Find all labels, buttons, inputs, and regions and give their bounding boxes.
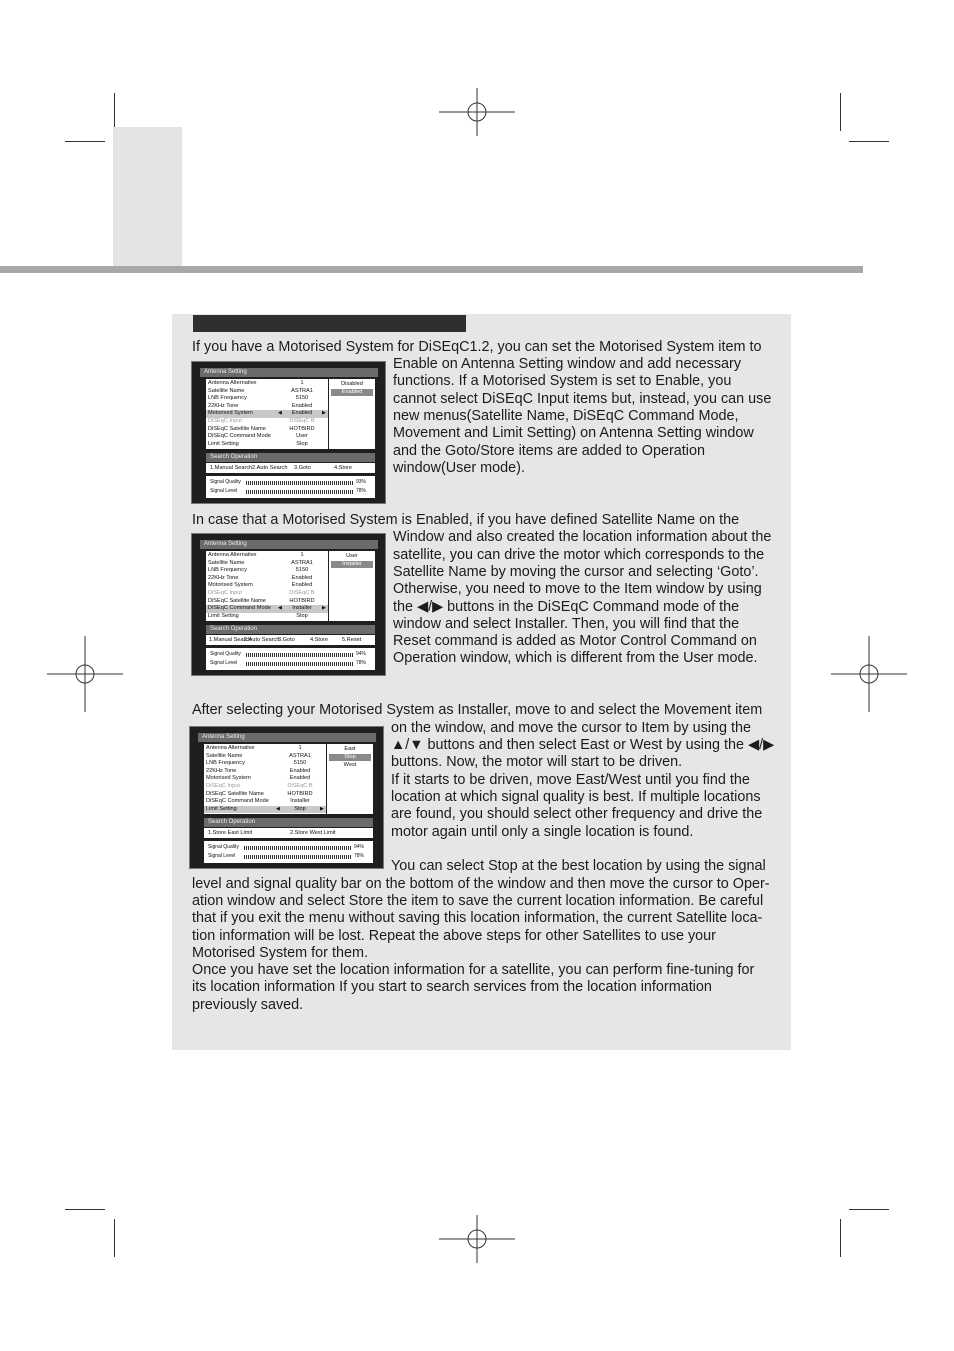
setting-value: Enabled [291, 582, 313, 589]
operation-item: 3.Goto [278, 637, 295, 643]
setting-row [206, 582, 328, 590]
header-rule [0, 266, 863, 273]
setting-key: 22KHz Tone [208, 402, 239, 409]
setting-key: Limit Setting [208, 612, 239, 619]
signal-quality-label: Signal Quality [210, 651, 241, 657]
paragraph-line: level and signal quality bar on the bottom of the window and then move the cursor to Oper- [192, 876, 770, 892]
setting-key: DiSEqC Satellite Name [208, 425, 266, 432]
paragraph-line: Window and also created the location information about the [393, 529, 772, 545]
setting-value: ASTRA1 [291, 387, 313, 394]
paragraph-line: Otherwise, you need to move to the Item window by using [393, 581, 762, 597]
setting-value: Enabled [289, 775, 311, 782]
operation-item: 2.Store West Limit [290, 830, 336, 836]
screen-header: Antenna Setting [200, 540, 378, 549]
operation-item: 4.Store [334, 465, 353, 471]
setting-key: DiSEqC Satellite Name [206, 790, 264, 797]
paragraph-line: Reset command is added as Motor Control Command on [393, 633, 757, 649]
setting-row [204, 775, 326, 783]
setting-key: Antenna Alternative [208, 380, 257, 386]
setting-key: DiSEqC Input [206, 783, 240, 789]
signal-level-value: 78% [356, 488, 367, 494]
setting-value: User [296, 433, 308, 440]
paragraph-line: If you have a Motorised System for DiSEqC1.2, you can set the Motorised System item to [192, 339, 762, 355]
signal-level-bar [244, 855, 352, 859]
operation-item: 2.Auto Search [244, 637, 280, 643]
setting-value: 1 [300, 552, 304, 558]
setting-key: DiSEqC Command Mode [208, 433, 271, 440]
paragraph-line: that if you exit the menu without saving this location information, the current Satellite loca- [192, 910, 763, 926]
setting-key: Satellite Name [206, 752, 243, 759]
paragraph-line: new menus(Satellite Name, DiSEqC Command Mode, [393, 408, 739, 424]
operation-list [206, 463, 375, 473]
setting-row [206, 441, 328, 449]
registration-mark-icon [439, 1215, 515, 1263]
setting-value: 5150 [295, 395, 309, 402]
setting-value: Enabled [291, 402, 313, 409]
setting-value: ASTRA1 [289, 752, 311, 759]
paragraph-line: ▲/▼ buttons and then select East or West by using the ◀/▶ [391, 737, 775, 753]
settings-list [204, 744, 326, 814]
paragraph-line: Satellite Name by moving the cursor and selecting ‘Goto’. [393, 564, 759, 580]
setting-value: Stop [296, 440, 308, 447]
setting-row [206, 567, 328, 575]
signal-panel [204, 841, 373, 863]
signal-quality-value: 94% [354, 844, 365, 850]
setting-key: DiSEqC Satellite Name [208, 597, 266, 604]
paragraph-line: After selecting your Motorised System as Installer, move to and select the Movement item [192, 702, 763, 718]
setting-row [206, 380, 328, 388]
arrow-right-icon: ▶ [322, 605, 326, 612]
setting-row [206, 575, 328, 583]
setting-value: 5150 [293, 760, 307, 767]
setting-key: Limit Setting [206, 805, 237, 812]
signal-level-row [206, 487, 375, 496]
chapter-tab [113, 127, 182, 270]
paragraph-line: satellite, you can drive the motor which corresponds to the [393, 547, 765, 563]
signal-panel [206, 476, 375, 498]
setting-row [206, 552, 328, 560]
operation-list [204, 828, 373, 838]
signal-quality-row [206, 478, 375, 487]
setting-key: Motorised System [206, 775, 251, 782]
settings-list [206, 379, 328, 449]
signal-level-label: Signal Level [210, 488, 238, 494]
signal-quality-bar [246, 481, 354, 485]
settings-list [206, 551, 328, 621]
setting-row [204, 783, 326, 791]
signal-quality-value: 94% [356, 651, 367, 657]
crop-mark [840, 93, 841, 131]
signal-quality-row [204, 843, 373, 852]
registration-mark-icon [439, 88, 515, 136]
signal-quality-bar [246, 653, 354, 657]
setting-key: Antenna Alternative [206, 745, 255, 751]
antenna-setting-screenshot [191, 361, 386, 504]
option-item-selected: Installer [331, 561, 373, 568]
signal-level-label: Signal Level [208, 853, 236, 859]
setting-row-selected [206, 605, 328, 613]
option-list [329, 379, 375, 449]
setting-row-selected [206, 410, 328, 418]
setting-value: Enabled [291, 574, 313, 581]
screen-header: Antenna Setting [200, 368, 378, 377]
setting-row [204, 768, 326, 776]
setting-value: Stop [294, 805, 306, 812]
operation-item: 5.Reset [342, 637, 362, 643]
arrow-left-icon: ◀ [276, 805, 280, 812]
setting-value: Installer [292, 605, 312, 612]
setting-row [204, 798, 326, 806]
setting-row [206, 388, 328, 396]
crop-mark [849, 1209, 889, 1210]
setting-value: ASTRA1 [291, 559, 313, 566]
paragraph-line: Once you have set the location information for a satellite, you can perform fine-tuning for [192, 962, 755, 978]
setting-key: Motorised System [208, 582, 253, 589]
paragraph-line: buttons. Now, the motor will start to be driven. [391, 754, 683, 770]
setting-key: Limit Setting [208, 440, 239, 447]
setting-key: DiSEqC Input [208, 418, 242, 424]
setting-row [204, 753, 326, 761]
setting-key: LNB Frequency [208, 567, 247, 574]
setting-key: 22KHz Tone [208, 574, 239, 581]
signal-level-label: Signal Level [210, 660, 238, 666]
registration-mark-icon [831, 636, 907, 712]
setting-key: Antenna Alternative [208, 552, 257, 558]
operation-list [206, 635, 375, 645]
signal-quality-value: 93% [356, 479, 367, 485]
arrow-left-icon: ◀ [278, 410, 282, 417]
setting-key: LNB Frequency [206, 760, 245, 767]
crop-mark [65, 141, 105, 142]
paragraph-line: Operation window, which is different from the User mode. [393, 650, 758, 666]
option-item: West [343, 762, 357, 768]
paragraph-line: previously saved. [192, 997, 304, 1013]
setting-row [206, 433, 328, 441]
crop-mark [840, 1219, 841, 1257]
setting-key: LNB Frequency [208, 395, 247, 402]
paragraph-line: and the Goto/Store items are added to Operation [393, 443, 705, 459]
option-item-selected: Stop [329, 754, 371, 761]
setting-value: 5150 [295, 567, 309, 574]
setting-row [204, 745, 326, 753]
setting-value: HOTBIRD [289, 425, 315, 432]
setting-value: Stop [296, 612, 308, 619]
signal-level-value: 78% [356, 660, 367, 666]
setting-value: DiSEqC B [287, 783, 313, 789]
operation-item: 2.Auto Search [252, 465, 288, 471]
paragraph-line: In case that a Motorised System is Enabled, if you have defined Satellite Name on the [192, 512, 740, 528]
setting-row [206, 403, 328, 411]
paragraph-line: window and select Installer. Then, you will find that the [393, 616, 740, 632]
signal-quality-label: Signal Quality [210, 479, 241, 485]
option-item: User [346, 553, 358, 559]
operation-header: Search Operation [204, 818, 373, 827]
crop-mark [849, 141, 889, 142]
paragraph-line: its location information If you start to search services from the location information [192, 979, 712, 995]
setting-row [206, 560, 328, 568]
paragraph-line: You can select Stop at the best location by using the signal [391, 858, 766, 874]
paragraph-line: functions. If a Motorised System is set to Enable, you [393, 373, 732, 389]
setting-row [206, 395, 328, 403]
paragraph-line: Movement and Limit Setting) on Antenna Setting window [393, 425, 754, 441]
setting-value: Enabled [289, 767, 311, 774]
signal-level-row [204, 852, 373, 861]
operation-item: 1.Manual Search [210, 465, 253, 471]
setting-key: 22KHz Tone [206, 767, 237, 774]
signal-quality-row [206, 650, 375, 659]
paragraph-line: Enable on Antenna Setting window and add necessary [393, 356, 742, 372]
operation-item: 1.Manual Search [209, 637, 252, 643]
setting-row [206, 418, 328, 426]
arrow-left-icon: ◀ [278, 605, 282, 612]
option-list [329, 551, 375, 621]
setting-row [206, 426, 328, 434]
setting-value: HOTBIRD [287, 790, 313, 797]
paragraph-line: If it starts to be driven, move East/West until you find the [391, 772, 750, 788]
operation-header: Search Operation [206, 453, 375, 462]
setting-row-selected [204, 806, 326, 814]
signal-panel [206, 648, 375, 670]
setting-value: Enabled [291, 410, 313, 417]
paragraph-line: cannot select DiSEqC Input items but, instead, you can use [393, 391, 772, 407]
signal-level-bar [246, 662, 354, 666]
setting-value: Installer [290, 798, 310, 805]
option-list [327, 744, 373, 814]
setting-value: 1 [298, 745, 302, 751]
setting-value: HOTBIRD [289, 597, 315, 604]
section-title-bar [193, 315, 466, 332]
antenna-setting-screenshot [191, 533, 386, 676]
setting-key: DiSEqC Command Mode [206, 798, 269, 805]
setting-key: Satellite Name [208, 387, 245, 394]
setting-row [206, 590, 328, 598]
paragraph-line: tion information will be lost. Repeat the above steps for other Satellites to use your [192, 928, 716, 944]
operation-item: 1.Store East Limit [208, 830, 253, 836]
crop-mark [114, 1219, 115, 1257]
setting-key: Motorised System [208, 410, 253, 417]
screen-header: Antenna Setting [198, 733, 376, 742]
operation-item: 4.Store [310, 637, 329, 643]
setting-row [206, 613, 328, 621]
paragraph-line: Motorised System for them. [192, 945, 368, 961]
paragraph-line: location at which signal quality is best. If multiple locations [391, 789, 761, 805]
setting-value: DiSEqC B [289, 418, 315, 424]
option-item-selected: Enabled [331, 389, 373, 396]
setting-key: DiSEqC Input [208, 590, 242, 596]
signal-quality-bar [244, 846, 352, 850]
signal-quality-label: Signal Quality [208, 844, 239, 850]
paragraph-line: window(User mode). [393, 460, 525, 476]
paragraph-line: on the window, and move the cursor to Item by using the [391, 720, 751, 736]
signal-level-row [206, 659, 375, 668]
crop-mark [65, 1209, 105, 1210]
setting-row [204, 791, 326, 799]
option-item: East [344, 746, 356, 752]
arrow-right-icon: ▶ [320, 805, 324, 812]
crop-mark [114, 93, 115, 131]
setting-row [206, 598, 328, 606]
paragraph-line: are found, you should select other frequency and drive the [391, 806, 763, 822]
option-item: Disabled [341, 381, 363, 387]
setting-row [204, 760, 326, 768]
paragraph-line: ation window and select Store the item to save the current location information. Be careful [192, 893, 764, 909]
setting-value: 1 [300, 380, 304, 386]
registration-mark-icon [47, 636, 123, 712]
signal-level-bar [246, 490, 354, 494]
paragraph-line: the ◀/▶ buttons in the DiSEqC Command mode of the [393, 599, 740, 615]
antenna-setting-screenshot [189, 726, 384, 869]
operation-header: Search Operation [206, 625, 375, 634]
setting-value: DiSEqC B [289, 590, 315, 596]
paragraph-line: motor again until only a single location is found. [391, 824, 694, 840]
arrow-right-icon: ▶ [322, 410, 326, 417]
operation-item: 3.Goto [294, 465, 311, 471]
setting-key: Satellite Name [208, 559, 245, 566]
signal-level-value: 78% [354, 853, 365, 859]
setting-key: DiSEqC Command Mode [208, 605, 271, 612]
